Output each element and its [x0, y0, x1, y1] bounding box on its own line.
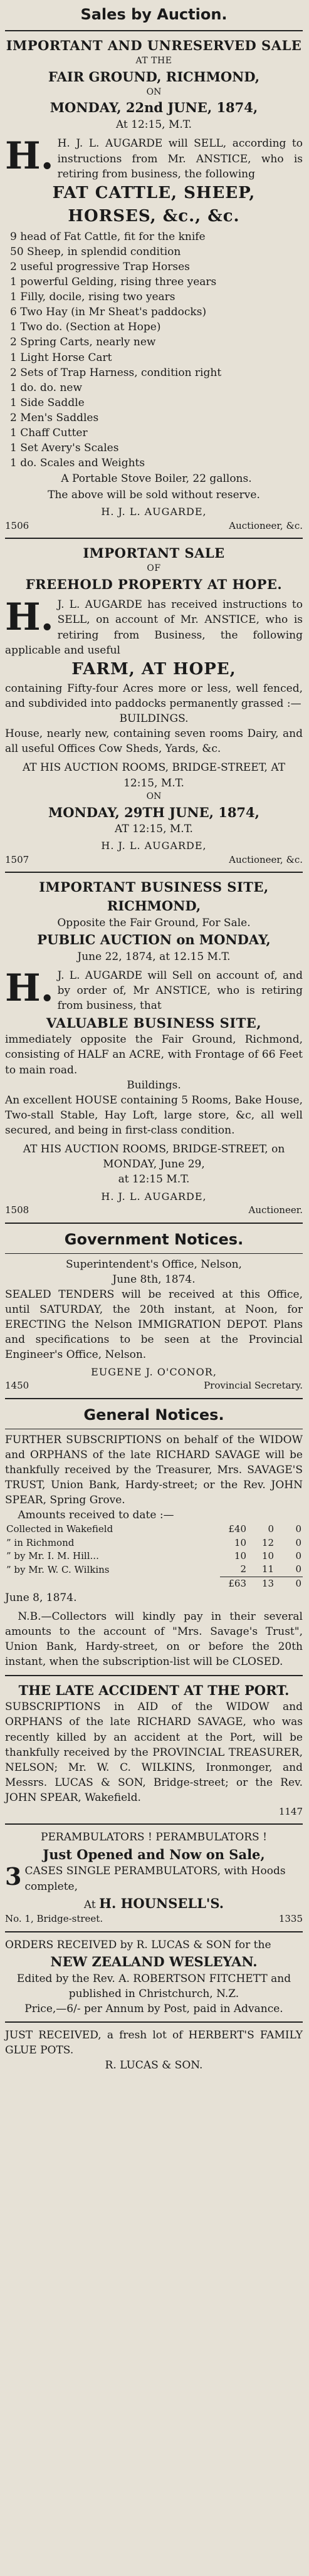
ad-body: JUST RECEIVED, a fresh lot of HERBERT'S FAMILY GLUE POTS. [5, 2029, 303, 2057]
amounts-table [5, 1523, 303, 1590]
amount-pence: 0 [295, 1536, 301, 1548]
ad-title: IMPORTANT SALE [83, 545, 225, 561]
list-item: 50 Sheep, in splendid condition [10, 245, 181, 258]
amount-pence: 0 [295, 1523, 301, 1535]
ad-glue-pots [5, 2028, 303, 2073]
notice-footer [5, 1805, 303, 1818]
amount-pounds: 10 [234, 1550, 246, 1562]
ad-on: ON [146, 86, 162, 97]
ad-business-site [5, 878, 303, 1217]
amount-pence: 0 [295, 1550, 301, 1562]
ad-role: Auctioneer, &c. [229, 854, 303, 866]
ad-public: PUBLIC AUCTION on MONDAY, [37, 932, 271, 948]
ad-time: AT 12:15, M.T. [115, 823, 193, 836]
amount-label: ” by Mr. W. C. Wilkins [6, 1563, 110, 1575]
ad-footer [5, 1204, 303, 1217]
amount-label: ” in Richmond [6, 1536, 75, 1548]
list-item: 1 do. Scales and Weights [10, 457, 145, 470]
list-item: 2 useful progressive Trap Horses [10, 260, 190, 273]
amount-pounds: £40 [228, 1523, 246, 1535]
ad-on: ON [146, 791, 162, 801]
ad-site: VALUABLE BUSINESS SITE, [46, 1014, 262, 1031]
ad-price: Price,—6/- per Annum by Post, paid in Advance. [24, 2002, 283, 2015]
ad-seller-line [5, 1894, 303, 1913]
notice-body: SUBSCRIPTIONS in AID of the WIDOW and ORPHANS of the late RICHARD SAVAGE, who was recently killed by an accident at the Port, will be thankfully received by the PROVINCIAL TREASURER, NELSON; Mr. W. C. WILKINS, Ironmonger, and Messrs. LUCAS & SON, Bridge-street; or the Rev. JOHN SPEAR, Wakefield. [5, 1701, 303, 1805]
ad-where: AT HIS AUCTION ROOMS, BRIDGE-STREET, AT 12:15, M.T. [22, 761, 286, 790]
notice-subscriptions [5, 1432, 303, 1670]
amount-shillings: 10 [261, 1550, 274, 1562]
notice-late-accident [5, 1681, 303, 1819]
table-row [5, 1523, 303, 1536]
ad-number: 1507 [5, 854, 29, 866]
amounts-heading: Amounts received to date :— [18, 1509, 174, 1522]
list-item: 1 Two do. (Section at Hope) [10, 321, 161, 334]
notice-number: 1450 [5, 1380, 29, 1392]
ad-venue: FAIR GROUND, RICHMOND, [48, 68, 260, 85]
list-item: 1 Side Saddle [10, 396, 85, 409]
ad-number: 1506 [5, 519, 29, 531]
ad-public-time: June 22, 1874, at 12.15 M.T. [77, 951, 231, 964]
divider [5, 1253, 303, 1254]
amount-pounds: 2 [240, 1563, 246, 1575]
amount-shillings: 12 [261, 1536, 274, 1548]
section-heading-government-notices: Government Notices. [64, 1230, 244, 1248]
ad-buildings: House, nearly new, containing seven rooms Dairy, and all useful Offices Cow Sheds, Yards, &c. [5, 727, 303, 756]
amount-label: ” by Mr. I. M. Hill... [6, 1550, 99, 1562]
list-item: 1 Light Horse Cart [10, 351, 112, 364]
ad-time: At 12:15, M.T. [115, 118, 192, 132]
ad-intro [5, 968, 303, 1013]
ad-at-the: AT THE [135, 55, 172, 66]
ad-perambulators [5, 1830, 303, 1926]
notice-immigration-depot [5, 1257, 303, 1393]
dropcap-h: H. [5, 595, 54, 640]
notice-office: Superintendent's Office, Nelson, [66, 1258, 242, 1271]
total-pounds: £63 [220, 1577, 248, 1590]
divider [5, 1398, 303, 1399]
ad-intro-text: H. J. L. AUGARDE will SELL, according to instructions from Mr. ANSTICE, who is retiring from business, the following [57, 137, 303, 180]
ad-cases: CASES SINGLE PERAMBULATORS, with Hoods complete, [24, 1865, 286, 1893]
ad-number: 1335 [278, 1913, 303, 1925]
ad-buildings-head: Buildings. [127, 1078, 181, 1092]
ad-lead-items: FAT CATTLE, SHEEP, HORSES, &c., &c. [52, 183, 256, 226]
notice-footer [5, 1379, 303, 1392]
amount-shillings: 0 [268, 1523, 274, 1535]
ad-seller: H. HOUNSELL'S. [99, 1895, 224, 1911]
ad-date: MONDAY, 29TH JUNE, 1874, [48, 804, 259, 820]
ad-footer [5, 1912, 303, 1926]
amount-label: Collected in Wakefield [6, 1523, 113, 1535]
notice-office-date: June 8th, 1874. [112, 1273, 196, 1286]
divider [5, 1823, 303, 1825]
list-item: 2 Sets of Trap Harness, condition right [10, 366, 222, 379]
ad-role: Auctioneer. [248, 1204, 303, 1216]
list-item: 1 powerful Gelding, rising three years [10, 275, 217, 288]
divider [5, 30, 303, 31]
ad-headline: PERAMBULATORS ! PERAMBULATORS ! [41, 1831, 267, 1844]
divider [5, 2021, 303, 2023]
amount-pounds: 10 [234, 1536, 246, 1548]
ad-where-time: at 12:15 M.T. [118, 1173, 190, 1186]
list-item: 1 Filly, docile, rising two years [10, 291, 175, 304]
auction-item-list [10, 229, 303, 486]
list-item: A Portable Stove Boiler, 22 gallons. [61, 472, 252, 485]
table-row-total [5, 1577, 303, 1590]
ad-buildings: An excellent HOUSE containing 5 Rooms, Bake House, Two-stall Stable, Hay Loft, large store, &c, all well secured, and being in first-class condition. [5, 1093, 303, 1137]
list-item: 1 Set Avery's Scales [10, 442, 119, 455]
divider [5, 1675, 303, 1676]
notice-title: THE LATE ACCIDENT AT THE PORT. [18, 1682, 290, 1698]
divider [5, 872, 303, 873]
divider [5, 538, 303, 539]
ad-paper: NEW ZEALAND WESLEYAN. [50, 1953, 258, 1969]
notice-number: 1147 [278, 1806, 303, 1818]
total-pence: 0 [275, 1577, 303, 1590]
ad-address: No. 1, Bridge-street. [5, 1913, 103, 1925]
ad-title: IMPORTANT AND UNRESERVED SALE [6, 38, 302, 54]
ad-opposite: Opposite the Fair Ground, For Sale. [57, 917, 251, 930]
table-row [5, 1563, 303, 1577]
list-item: 1 do. do. new [10, 381, 83, 394]
list-item: 1 Chaff Cutter [10, 427, 88, 440]
ad-unreserved-sale [5, 36, 303, 533]
ad-number: 1508 [5, 1204, 29, 1216]
notice-body: SEALED TENDERS will be received at this Office, until SATURDAY, the 20th instant, at Noon, for ERECTING the Nelson IMMIGRATION DEPOT. Plans and specifications to be seen at the Provincial Engineer's Office, Nelson. [5, 1288, 303, 1362]
ad-farm: FARM, AT HOPE, [71, 659, 236, 679]
ad-intro-text: J. L. AUGARDE will Sell on account of, and by order of, Mr ANSTICE, who is retiring from business, that [57, 969, 303, 1013]
amount-pence: 0 [295, 1563, 301, 1575]
notice-role: Provincial Secretary. [204, 1380, 303, 1392]
table-row [5, 1536, 303, 1550]
list-item: 2 Men's Saddles [10, 412, 99, 425]
ad-buildings-head: BUILDINGS. [119, 712, 189, 725]
ad-signature: H. J. L. AUGARDE, [101, 840, 207, 852]
notice-nb: N.B.—Collectors will kindly pay in their several amounts to the account of "Mrs. Savage's Trust", Union Bank, Hardy-street, on or before the 20th instant, when the subscription-list will be CLOSED. [5, 1610, 303, 1669]
ad-opened: Just Opened and Now on Sale, [43, 1846, 265, 1862]
dropcap-h: H. [5, 134, 54, 179]
list-item: 6 Two Hay (in Mr Sheat's paddocks) [10, 306, 207, 319]
ad-footer [5, 519, 303, 533]
ad-farm-desc: containing Fifty-four Acres more or less, well fenced, and subdivided into paddocks permanently grassed :— [5, 682, 303, 710]
ad-date: MONDAY, 22nd JUNE, 1874, [50, 100, 258, 116]
ad-where: AT HIS AUCTION ROOMS, BRIDGE-STREET, on MONDAY, June 29, [23, 1143, 285, 1171]
amount-shillings: 11 [261, 1563, 274, 1575]
list-item: 9 head of Fat Cattle, fit for the knife [10, 230, 206, 243]
ad-of: OF [147, 563, 161, 573]
ad-site-desc: immediately opposite the Fair Ground, Richmond, consisting of HALF an ACRE, with Frontage of 66 Feet to main road. [5, 1033, 303, 1077]
ad-freehold-property [5, 544, 303, 867]
ad-title: IMPORTANT BUSINESS SITE, [39, 879, 269, 895]
ad-signature: H. J. L. AUGARDE, [101, 505, 207, 518]
ad-edited: Edited by the Rev. A. ROBERTSON FITCHETT and published in Christchurch, N.Z. [16, 1972, 291, 2000]
ad-place: RICHMOND, [107, 898, 201, 914]
ad-closing: The above will be sold without reserve. [48, 488, 260, 501]
dropcap-h: H. [5, 966, 54, 1011]
section-heading-sales-by-auction: Sales by Auction. [80, 6, 228, 23]
list-item: 2 Spring Carts, nearly new [10, 336, 156, 349]
ad-seller: R. LUCAS & SON. [105, 2059, 203, 2072]
ad-orders-line: ORDERS RECEIVED by R. LUCAS & SON for the [5, 1938, 271, 1951]
ad-role: Auctioneer, &c. [229, 519, 303, 531]
ad-wesleyan [5, 1937, 303, 2016]
notice-date: June 8, 1874. [5, 1591, 77, 1604]
ad-subtitle: FREEHOLD PROPERTY AT HOPE. [25, 576, 283, 592]
divider [5, 1931, 303, 1932]
ad-intro [5, 136, 303, 181]
ad-cases-block [5, 1864, 303, 1894]
section-heading-general-notices: General Notices. [83, 1405, 224, 1424]
total-shillings: 13 [248, 1577, 275, 1590]
notice-body: FURTHER SUBSCRIPTIONS on behalf of the WIDOW and ORPHANS of the late RICHARD SAVAGE will be thankfully received by the Treasurer, Mrs. SAVAGE'S TRUST, Union Bank, Hardy-street; or the Rev. JOHN SPEAR, Spring Grove. [5, 1433, 303, 1507]
ad-at: At [83, 1898, 96, 1911]
notice-signature: EUGENE J. O'CONOR, [91, 1365, 217, 1378]
table-row [5, 1550, 303, 1563]
ad-intro-text: J. L. AUGARDE has received instructions to SELL, on account of Mr. ANSTICE, who is retiring from Business, the following applicable and useful [5, 598, 303, 657]
ad-intro [5, 597, 303, 658]
ad-signature: H. J. L. AUGARDE, [101, 1190, 207, 1202]
ad-qty: 3 [5, 1862, 22, 1891]
divider [5, 1223, 303, 1224]
ad-footer [5, 853, 303, 867]
